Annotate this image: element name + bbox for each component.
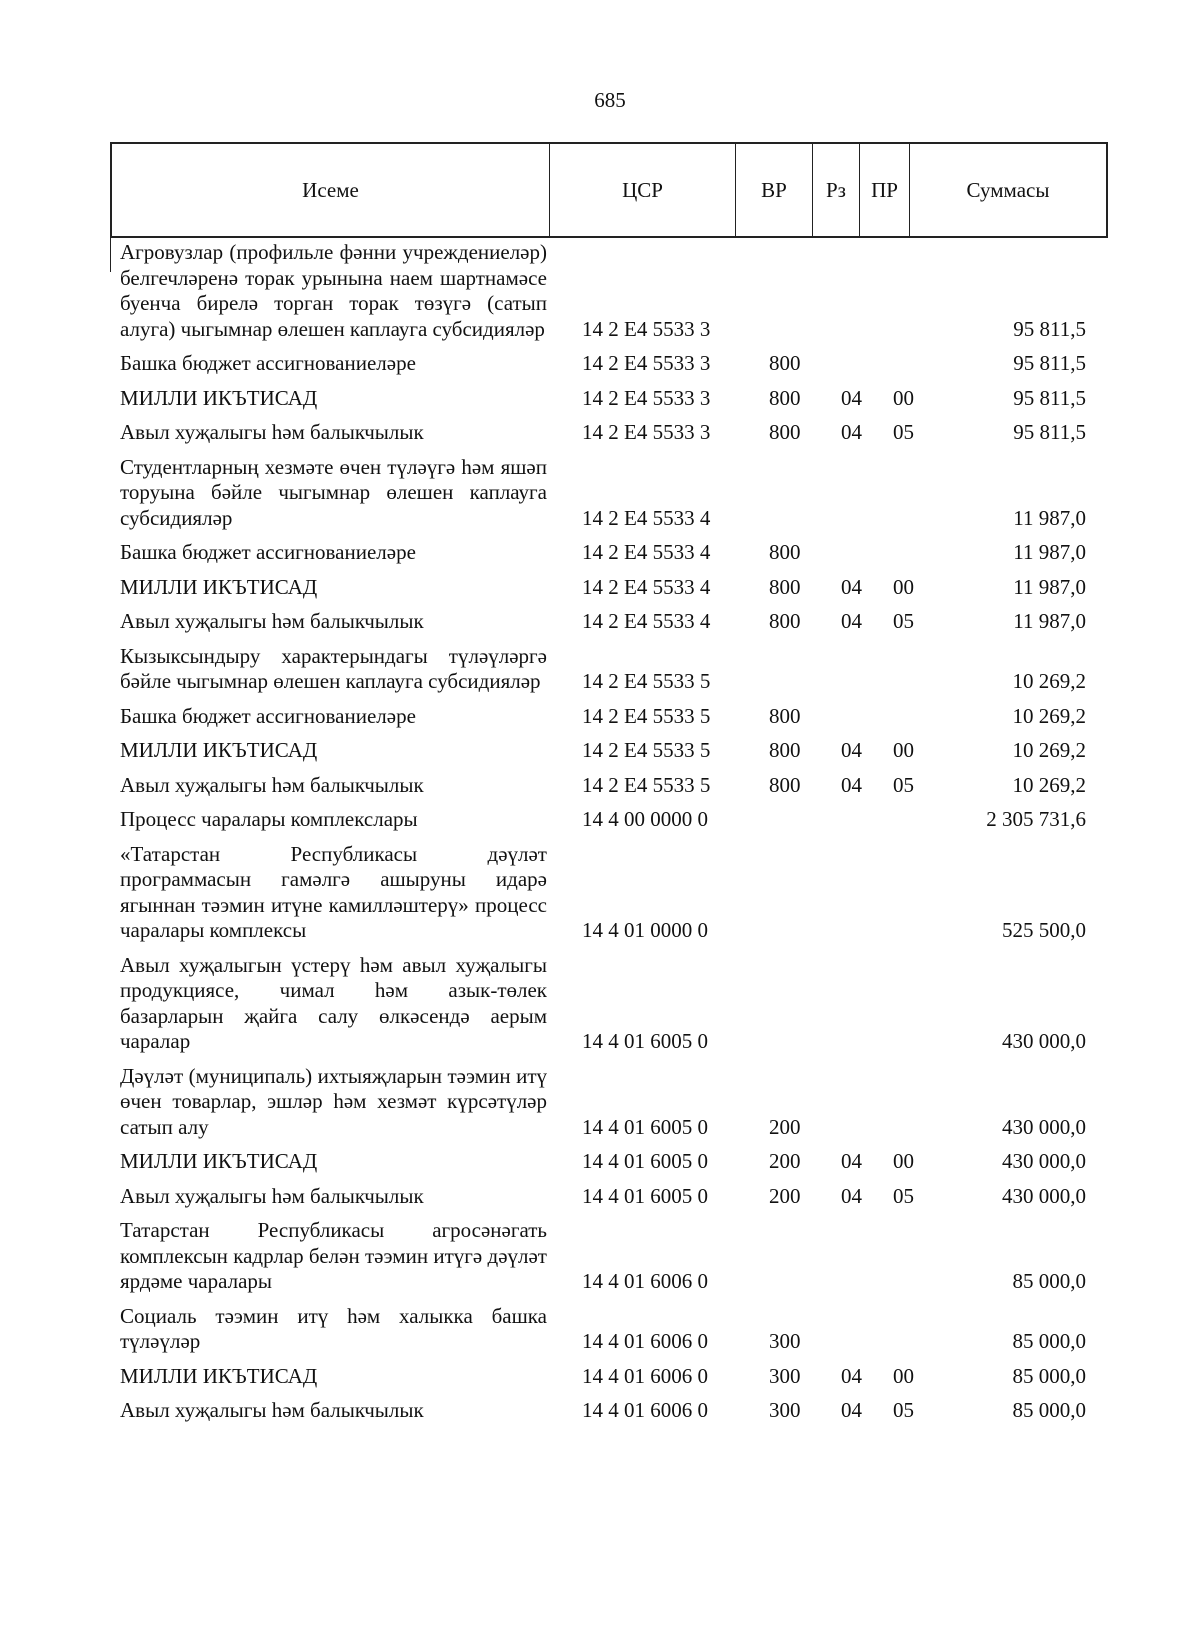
row-csr: 14 2 Е4 5533 5 <box>582 703 711 728</box>
row-values <box>110 738 1108 764</box>
row-rz: 04 <box>841 1363 862 1388</box>
table-row <box>110 738 1108 764</box>
row-rz: 04 <box>841 385 862 410</box>
row-name-text: МИЛЛИ ИКЪТИСАД <box>120 574 318 599</box>
table-row <box>110 386 1108 412</box>
header-csr: ЦСР <box>549 144 735 236</box>
table-row <box>110 644 1108 695</box>
row-sum: 95 811,5 <box>1013 351 1086 375</box>
row-name-text: Процесс чаралары комплекслары <box>120 807 418 831</box>
header-vr: ВР <box>735 144 812 236</box>
row-values <box>110 386 1108 412</box>
row-vr: 300 <box>769 1329 801 1353</box>
table-row <box>110 540 1108 566</box>
row-name-text: Кызыксындыру характерындагы түләүләргә бәйле чыгымнар өлешен каплауга субсидияләр <box>120 643 547 693</box>
row-csr: 14 4 01 0000 0 <box>582 918 708 942</box>
row-pr: 00 <box>893 738 914 762</box>
row-values <box>110 1149 1108 1175</box>
table-row <box>110 1149 1108 1175</box>
row-values <box>110 351 1108 377</box>
row-sum: 95 811,5 <box>1013 385 1086 410</box>
row-sum: 525 500,0 <box>1002 918 1086 942</box>
row-values <box>110 540 1108 566</box>
row-vr: 800 <box>769 609 801 633</box>
row-csr: 14 4 01 6006 0 <box>582 1269 708 1293</box>
table-row <box>110 1364 1108 1390</box>
row-name-text: Авыл хуҗалыгын үстерү һәм авыл хуҗалыгы продукциясе, чимал һәм азык-төлек базарларын җайга салу өлкәсендә аерым чаралар <box>120 952 547 1053</box>
row-values <box>110 1029 1108 1055</box>
row-sum: 11 987,0 <box>1013 540 1086 564</box>
row-csr: 14 2 Е4 5533 3 <box>582 351 711 375</box>
row-rz: 04 <box>841 420 862 444</box>
row-values <box>110 669 1108 695</box>
row-sum: 2 305 731,6 <box>986 807 1086 831</box>
row-rz: 04 <box>841 1398 862 1422</box>
row-name-text: Татарстан Республикасы агросәнәгать комплексын кадрлар белән тәэмин итүгә дәүләт ярдәме чаралары <box>120 1218 547 1293</box>
row-values <box>110 1329 1108 1355</box>
row-csr: 14 2 Е4 5533 3 <box>582 385 711 410</box>
row-name-text: МИЛЛИ ИКЪТИСАД <box>120 1149 318 1173</box>
row-pr: 05 <box>893 1183 914 1208</box>
row-pr: 00 <box>893 1149 914 1173</box>
row-name-text: Башка бюджет ассигнованиеләре <box>120 540 416 564</box>
table-row <box>110 1064 1108 1141</box>
row-vr: 800 <box>769 385 801 410</box>
page-number: 685 <box>594 88 626 112</box>
row-values <box>110 575 1108 601</box>
row-values <box>110 317 1108 343</box>
row-csr: 14 2 Е4 5533 3 <box>582 316 711 341</box>
row-values <box>110 609 1108 635</box>
row-vr: 800 <box>769 540 801 564</box>
row-name-text: Авыл хуҗалыгы һәм балыкчылык <box>120 772 424 797</box>
row-sum: 85 000,0 <box>1012 1363 1086 1388</box>
row-values <box>110 807 1108 833</box>
row-csr: 14 4 01 6005 0 <box>582 1149 708 1173</box>
row-csr: 14 4 01 6006 0 <box>582 1363 708 1388</box>
table-row <box>110 609 1108 635</box>
row-vr: 800 <box>769 351 801 375</box>
row-sum: 430 000,0 <box>1002 1029 1086 1053</box>
header-rz: Рз <box>812 144 859 236</box>
table-row <box>110 420 1108 446</box>
row-name-text: Авыл хуҗалыгы һәм балыкчылык <box>120 1398 424 1422</box>
row-csr: 14 4 01 6006 0 <box>582 1329 708 1353</box>
row-vr: 200 <box>769 1183 801 1208</box>
row-name-text: «Татарстан Республикасы дәүләт программасын гамәлгә ашыруны идарә ягыннан тәэмин итүне камилләштерү» процесс чаралары комплексы <box>120 841 547 942</box>
row-csr: 14 4 00 0000 0 <box>582 807 708 831</box>
row-values <box>110 1269 1108 1295</box>
row-name-text: Башка бюджет ассигнованиеләре <box>120 351 416 375</box>
table-body <box>110 240 1108 1433</box>
row-vr: 800 <box>769 574 801 599</box>
row-sum: 85 000,0 <box>1012 1269 1086 1293</box>
row-csr: 14 2 Е4 5533 3 <box>582 420 711 444</box>
row-name-text: Авыл хуҗалыгы һәм балыкчылык <box>120 1183 424 1208</box>
row-sum: 11 987,0 <box>1013 505 1086 530</box>
row-vr: 200 <box>769 1149 801 1173</box>
table-row <box>110 351 1108 377</box>
row-values <box>110 1398 1108 1424</box>
row-sum: 10 269,2 <box>1012 703 1086 728</box>
row-rz: 04 <box>841 1149 862 1173</box>
table-row <box>110 773 1108 799</box>
row-name-text: Социаль тәэмин итү һәм халыкка башка түләүләр <box>120 1303 547 1353</box>
table-row <box>110 807 1108 833</box>
table-row <box>110 575 1108 601</box>
row-rz: 04 <box>841 738 862 762</box>
table-row <box>110 1398 1108 1424</box>
row-vr: 800 <box>769 420 801 444</box>
row-csr: 14 2 Е4 5533 5 <box>582 772 711 797</box>
row-sum: 95 811,5 <box>1013 420 1086 444</box>
row-name-text: Башка бюджет ассигнованиеләре <box>120 703 416 728</box>
row-name-text: Дәүләт (муниципаль) ихтыяҗларын тәэмин итү өчен товарлар, эшләр һәм хезмәт күрсәтүләр сатып алу <box>120 1063 547 1139</box>
row-sum: 430 000,0 <box>1002 1149 1086 1173</box>
row-csr: 14 2 Е4 5533 4 <box>582 574 711 599</box>
header-pr: ПР <box>859 144 909 236</box>
row-pr: 05 <box>893 1398 914 1422</box>
row-csr: 14 2 Е4 5533 4 <box>582 609 711 633</box>
row-sum: 10 269,2 <box>1012 738 1086 762</box>
row-rz: 04 <box>841 574 862 599</box>
row-name-text: Авыл хуҗалыгы һәм балыкчылык <box>120 420 424 444</box>
row-values <box>110 420 1108 446</box>
row-values <box>110 506 1108 532</box>
table-header <box>110 142 1108 238</box>
table-row <box>110 240 1108 342</box>
row-values <box>110 1364 1108 1390</box>
row-name-text: МИЛЛИ ИКЪТИСАД <box>120 385 318 410</box>
row-pr: 00 <box>893 385 914 410</box>
row-csr: 14 2 Е4 5533 4 <box>582 540 711 564</box>
row-pr: 00 <box>893 574 914 599</box>
row-sum: 430 000,0 <box>1002 1183 1086 1208</box>
row-vr: 300 <box>769 1398 801 1422</box>
row-csr: 14 2 Е4 5533 4 <box>582 505 711 530</box>
row-vr: 800 <box>769 703 801 728</box>
row-values <box>110 704 1108 730</box>
row-vr: 800 <box>769 772 801 797</box>
row-pr: 05 <box>893 772 914 797</box>
row-values <box>110 1184 1108 1210</box>
row-csr: 14 2 Е4 5533 5 <box>582 669 711 693</box>
row-csr: 14 4 01 6005 0 <box>582 1183 708 1208</box>
row-pr: 05 <box>893 609 914 633</box>
table-row <box>110 1304 1108 1355</box>
row-name-text: Студентларның хезмәте өчен түләүгә һәм яшәп торуына бәйле чыгымнар өлешен каплауга субсидияләр <box>120 454 547 530</box>
row-sum: 85 000,0 <box>1012 1329 1086 1353</box>
row-sum: 11 987,0 <box>1013 609 1086 633</box>
row-name-text: МИЛЛИ ИКЪТИСАД <box>120 1363 318 1388</box>
table-row <box>110 1184 1108 1210</box>
row-vr: 200 <box>769 1114 801 1139</box>
row-sum: 430 000,0 <box>1002 1114 1086 1139</box>
row-vr: 800 <box>769 738 801 762</box>
table-row <box>110 704 1108 730</box>
row-csr: 14 4 01 6006 0 <box>582 1398 708 1422</box>
row-sum: 10 269,2 <box>1012 669 1086 693</box>
row-values <box>110 773 1108 799</box>
row-rz: 04 <box>841 772 862 797</box>
row-rz: 04 <box>841 609 862 633</box>
row-vr: 300 <box>769 1363 801 1388</box>
row-csr: 14 2 Е4 5533 5 <box>582 738 711 762</box>
row-rz: 04 <box>841 1183 862 1208</box>
row-pr: 00 <box>893 1363 914 1388</box>
table-row <box>110 842 1108 944</box>
table-row <box>110 1218 1108 1295</box>
row-sum: 10 269,2 <box>1012 772 1086 797</box>
row-pr: 05 <box>893 420 914 444</box>
table-row <box>110 455 1108 532</box>
row-sum: 11 987,0 <box>1013 574 1086 599</box>
row-csr: 14 4 01 6005 0 <box>582 1114 708 1139</box>
row-values <box>110 918 1108 944</box>
row-name-text: Авыл хуҗалыгы һәм балыкчылык <box>120 609 424 633</box>
row-sum: 95 811,5 <box>1013 316 1086 341</box>
row-name-text: Агровузлар (профильле фәнни учреждениеләр) белгечләренә торак урынына наем шартнамәсе буенча бирелә торган торак төзүгә (сатып алуга) чыгымнар өлешен каплауга субсидияләр <box>120 240 547 341</box>
row-sum: 85 000,0 <box>1012 1398 1086 1422</box>
row-values <box>110 1115 1108 1141</box>
table-row <box>110 953 1108 1055</box>
row-name-text: МИЛЛИ ИКЪТИСАД <box>120 738 318 762</box>
row-csr: 14 4 01 6005 0 <box>582 1029 708 1053</box>
header-name: Исеме <box>302 177 359 202</box>
header-sum: Суммасы <box>909 144 1106 236</box>
